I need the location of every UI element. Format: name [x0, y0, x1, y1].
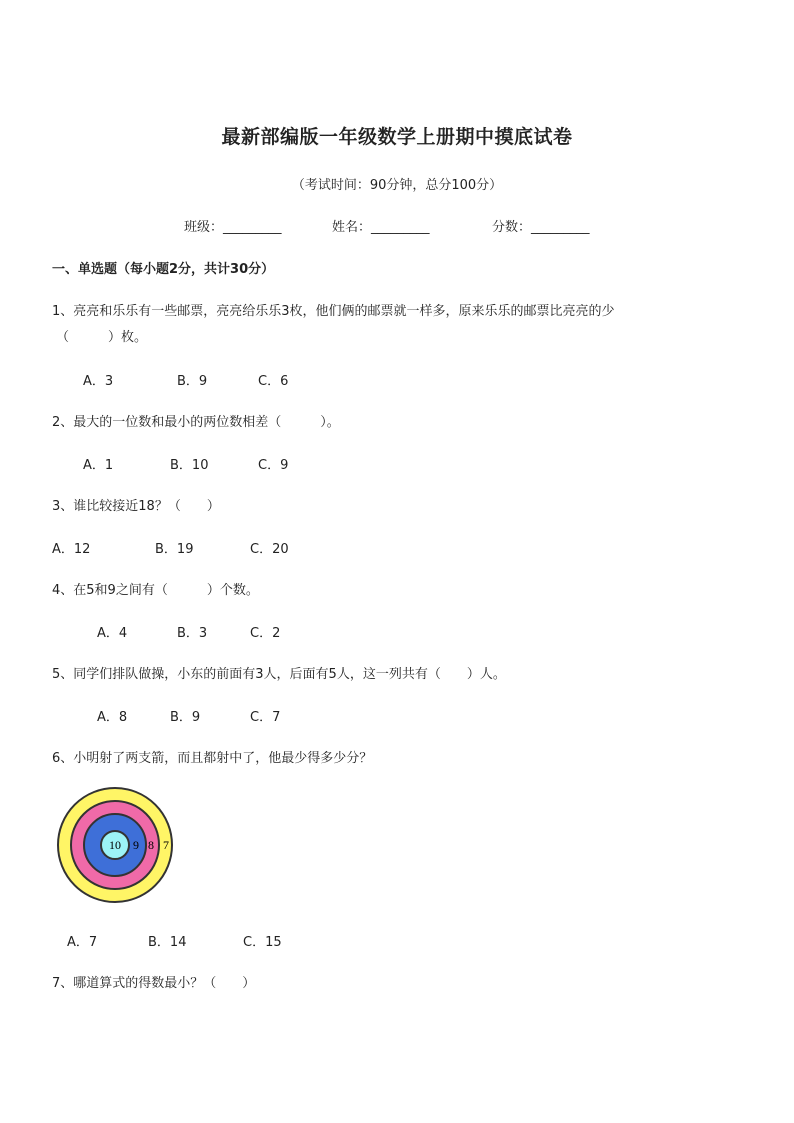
exam-subtitle: （考试时间：90分钟，总分100分）	[291, 178, 503, 193]
question-1-option-c: C．6	[258, 374, 289, 389]
question-1-option-a: A．3	[83, 374, 114, 389]
section-heading: 一、单选题（每小题2分，共计30分）	[52, 262, 275, 277]
question-3-option-b: B．19	[155, 542, 194, 557]
question-2-option-c: C．9	[258, 458, 289, 473]
archery-target-figure	[56, 786, 174, 904]
question-1-text-cont: （ ）枚。	[56, 330, 148, 345]
question-2-option-a: A．1	[83, 458, 114, 473]
question-6-option-b: B．14	[148, 935, 187, 950]
question-4-text: 4、在5和9之间有（ ）个数。	[52, 583, 259, 598]
class-field-label: 班级：_________	[184, 220, 282, 235]
question-4-option-c: C．2	[250, 626, 281, 641]
question-3-text: 3、谁比较接近18？（ ）	[52, 499, 220, 514]
question-5-option-c: C．7	[250, 710, 281, 725]
page-title: 最新部编版一年级数学上册期中摸底试卷	[221, 126, 573, 148]
target-label-8: 8	[148, 838, 154, 852]
score-field-label: 分数：_________	[492, 220, 590, 235]
question-6-text: 6、小明射了两支箭，而且都射中了，他最少得多少分？	[52, 751, 373, 766]
target-label-9: 9	[133, 838, 139, 852]
name-field-label: 姓名：_________	[332, 220, 430, 235]
question-6-option-c: C．15	[243, 935, 282, 950]
target-label-10: 10	[109, 838, 121, 852]
question-3-option-c: C．20	[250, 542, 289, 557]
question-4-option-b: B．3	[177, 626, 208, 641]
question-5-option-a: A．8	[97, 710, 128, 725]
question-5-option-b: B．9	[170, 710, 201, 725]
question-1-option-b: B．9	[177, 374, 208, 389]
question-6-option-a: A．7	[67, 935, 98, 950]
question-3-option-a: A．12	[52, 542, 91, 557]
question-4-option-a: A．4	[97, 626, 128, 641]
question-7-text: 7、哪道算式的得数最小？（ ）	[52, 976, 256, 991]
question-2-text: 2、最大的一位数和最小的两位数相差（ ）。	[52, 415, 340, 430]
target-label-7: 7	[163, 838, 169, 852]
question-5-text: 5、同学们排队做操，小东的前面有3人，后面有5人，这一列共有（ ）人。	[52, 667, 506, 682]
question-1-text: 1、亮亮和乐乐有一些邮票，亮亮给乐乐3枚，他们俩的邮票就一样多，原来乐乐的邮票比亮亮的少	[52, 304, 615, 319]
question-2-option-b: B．10	[170, 458, 209, 473]
